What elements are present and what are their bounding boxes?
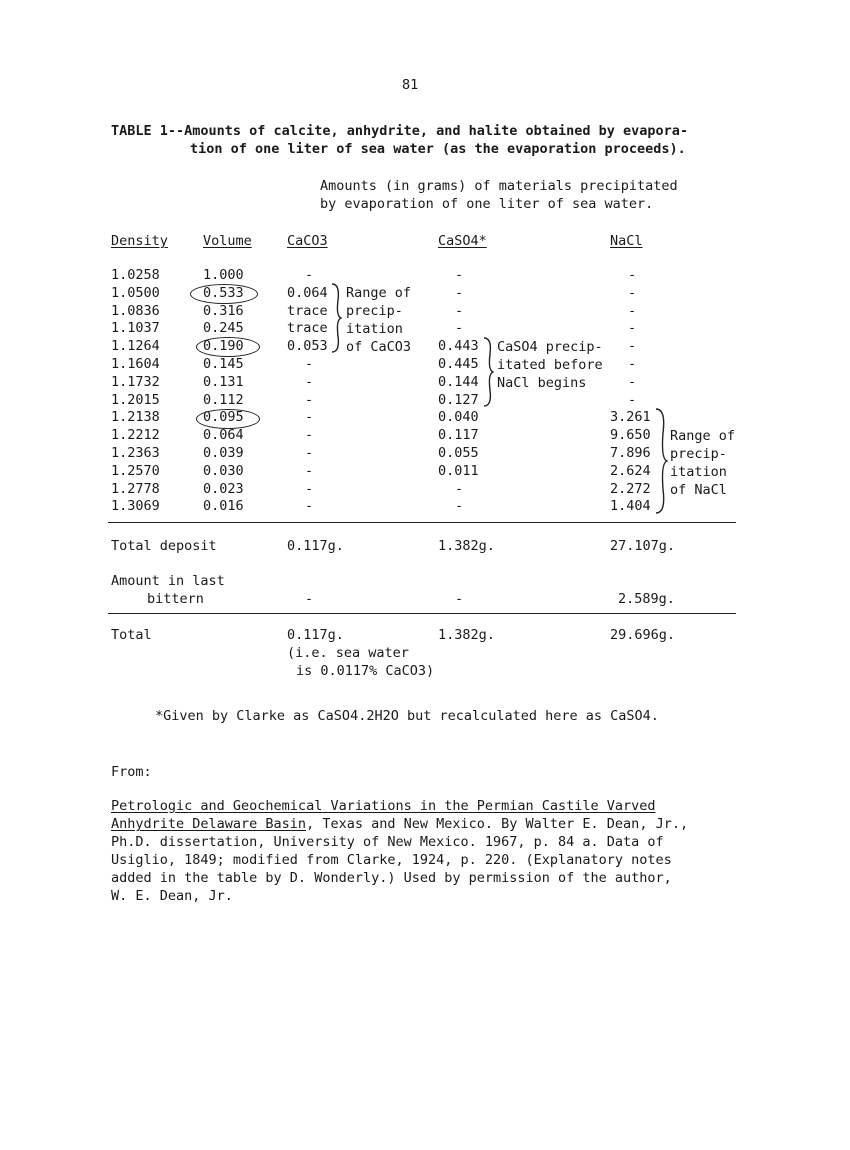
caso4-cell: 0.127 (438, 391, 479, 408)
caco3-cell: - (305, 356, 314, 372)
caco3-cell: 0.064 (287, 284, 328, 301)
nacl-brace (654, 407, 668, 515)
caco3-cell: 0.053 (287, 338, 328, 355)
nacl-cell: - (628, 373, 637, 390)
caso4-note-2: itated before (497, 357, 603, 373)
nacl-cell: 2.624 (610, 462, 651, 479)
volume-circle-mark (196, 409, 260, 429)
bittern-label-2: bittern (147, 591, 204, 607)
nacl-cell: 7.896 (610, 445, 651, 461)
caso4-cell: 0.443 (438, 338, 479, 355)
caso4-cell: - (455, 284, 464, 301)
caso4-cell: 0.117 (438, 427, 479, 444)
caso4-cell: - (455, 498, 464, 515)
caco3-note-1: Range of (346, 285, 412, 301)
caco3-cell: - (305, 267, 314, 283)
volume-cell: 0.030 (203, 462, 244, 479)
caso4-cell: - (455, 267, 464, 283)
total-caco3: 0.117g. (287, 627, 344, 643)
nacl-cell: 2.272 (610, 480, 651, 497)
caso4-cell: - (455, 320, 464, 337)
density-cell: 1.1732 (111, 373, 160, 390)
total-deposit-nacl: 27.107g. (610, 538, 676, 554)
density-cell: 1.2138 (111, 409, 160, 426)
total-note-2: is 0.0117% CaCO3) (296, 663, 435, 679)
density-cell: 1.1604 (111, 356, 160, 372)
subheading-line2: by evaporation of one liter of sea water. (320, 196, 654, 212)
total-deposit-label: Total deposit (111, 538, 217, 554)
from-label: From: (111, 764, 152, 780)
table-title-line1: TABLE 1--Amounts of calcite, anhydrite, and halite obtained by evapora- (111, 123, 689, 139)
nacl-cell: - (628, 267, 637, 283)
nacl-note-1: Range of (670, 428, 736, 444)
caso4-cell: 0.445 (438, 356, 479, 372)
caco3-cell: trace (287, 320, 328, 337)
header-volume: Volume (203, 233, 252, 249)
nacl-cell: - (628, 302, 637, 319)
volume-cell: 0.016 (203, 498, 244, 515)
density-cell: 1.2778 (111, 480, 160, 497)
header-caso4: CaSO4* (438, 233, 487, 249)
source-line6: W. E. Dean, Jr. (111, 888, 233, 904)
volume-cell: 0.095 (203, 409, 244, 426)
volume-cell: 0.533 (203, 284, 244, 301)
caco3-brace (330, 282, 342, 354)
bittern-caco3: - (305, 591, 314, 607)
nacl-cell: - (628, 338, 637, 355)
caso4-note-1: CaSO4 precip- (497, 339, 603, 355)
density-cell: 1.2570 (111, 462, 160, 479)
footnote: *Given by Clarke as CaSO4.2H2O but recalculated here as CaSO4. (155, 708, 659, 724)
caco3-cell: trace (287, 302, 328, 319)
density-cell: 1.0258 (111, 267, 160, 283)
caso4-cell: - (455, 480, 464, 497)
caco3-note-3: itation (346, 321, 403, 337)
table-divider (108, 522, 736, 523)
caco3-cell: - (305, 427, 314, 444)
nacl-note-4: of NaCl (670, 482, 727, 498)
volume-cell: 1.000 (203, 267, 244, 283)
volume-cell: 0.131 (203, 373, 244, 390)
volume-cell: 0.190 (203, 338, 244, 355)
source-title-line2: Anhydrite Delaware Basin (111, 816, 307, 832)
total-label: Total (111, 627, 152, 643)
bittern-nacl: 2.589g. (618, 591, 675, 607)
caso4-cell: - (455, 302, 464, 319)
density-cell: 1.0836 (111, 302, 160, 319)
nacl-cell: - (628, 391, 637, 408)
volume-circle-mark (190, 284, 258, 304)
source-title-line1: Petrologic and Geochemical Variations in the Permian Castile Varved (111, 798, 656, 814)
caco3-cell: - (305, 391, 314, 408)
caco3-cell: - (305, 409, 314, 426)
source-line2-rest: , Texas and New Mexico. By Walter E. Dean, Jr., (306, 816, 689, 832)
volume-cell: 0.112 (203, 391, 244, 408)
total-note-1: (i.e. sea water (287, 645, 409, 661)
density-cell: 1.2015 (111, 391, 160, 408)
table-title-line2: tion of one liter of sea water (as the evaporation proceeds). (190, 141, 686, 157)
caso4-note-3: NaCl begins (497, 375, 587, 391)
density-cell: 1.1037 (111, 320, 160, 337)
caso4-cell: 0.011 (438, 462, 479, 479)
density-cell: 1.1264 (111, 338, 160, 355)
caso4-cell: 0.055 (438, 445, 479, 461)
volume-cell: 0.064 (203, 427, 244, 444)
caco3-cell: - (305, 480, 314, 497)
subheading-line1: Amounts (in grams) of materials precipitated (320, 178, 678, 194)
nacl-cell: - (628, 284, 637, 301)
nacl-cell: - (628, 320, 637, 337)
total-nacl: 29.696g. (610, 627, 676, 643)
nacl-cell: - (628, 356, 637, 372)
header-density: Density (111, 233, 168, 249)
nacl-note-2: precip- (670, 446, 727, 462)
caco3-note-2: precip- (346, 303, 403, 319)
caso4-cell: 0.144 (438, 373, 479, 390)
density-cell: 1.3069 (111, 498, 160, 515)
volume-cell: 0.023 (203, 480, 244, 497)
volume-cell: 0.145 (203, 356, 244, 372)
volume-circle-mark (196, 337, 260, 357)
bittern-label-1: Amount in last (111, 573, 225, 589)
density-cell: 1.0500 (111, 284, 160, 301)
caco3-cell: - (305, 373, 314, 390)
caco3-cell: - (305, 498, 314, 515)
volume-cell: 0.316 (203, 302, 244, 319)
total-caso4: 1.382g. (438, 627, 495, 643)
bittern-caso4: - (455, 591, 464, 607)
caco3-note-4: of CaCO3 (346, 339, 412, 355)
caso4-cell: 0.040 (438, 409, 479, 426)
caco3-cell: - (305, 462, 314, 479)
nacl-cell: 3.261 (610, 409, 651, 426)
density-cell: 1.2212 (111, 427, 160, 444)
nacl-cell: 9.650 (610, 427, 651, 444)
total-deposit-caco3: 0.117g. (287, 538, 344, 554)
page-number: 81 (402, 77, 419, 93)
caso4-brace (482, 336, 494, 408)
source-line4: Usiglio, 1849; modified from Clarke, 1924, p. 220. (Explanatory notes (111, 852, 672, 868)
source-line5: added in the table by D. Wonderly.) Used by permission of the author, (111, 870, 672, 886)
density-cell: 1.2363 (111, 445, 160, 461)
volume-cell: 0.245 (203, 320, 244, 337)
volume-cell: 0.039 (203, 445, 244, 461)
total-deposit-caso4: 1.382g. (438, 538, 495, 554)
table-divider (108, 613, 736, 614)
source-line3: Ph.D. dissertation, University of New Mexico. 1967, p. 84 a. Data of (111, 834, 664, 850)
nacl-cell: 1.404 (610, 498, 651, 515)
header-caco3: CaCO3 (287, 233, 328, 249)
nacl-note-3: itation (670, 464, 727, 480)
caco3-cell: - (305, 445, 314, 461)
header-nacl: NaCl (610, 233, 643, 249)
source-line2 (111, 815, 688, 833)
